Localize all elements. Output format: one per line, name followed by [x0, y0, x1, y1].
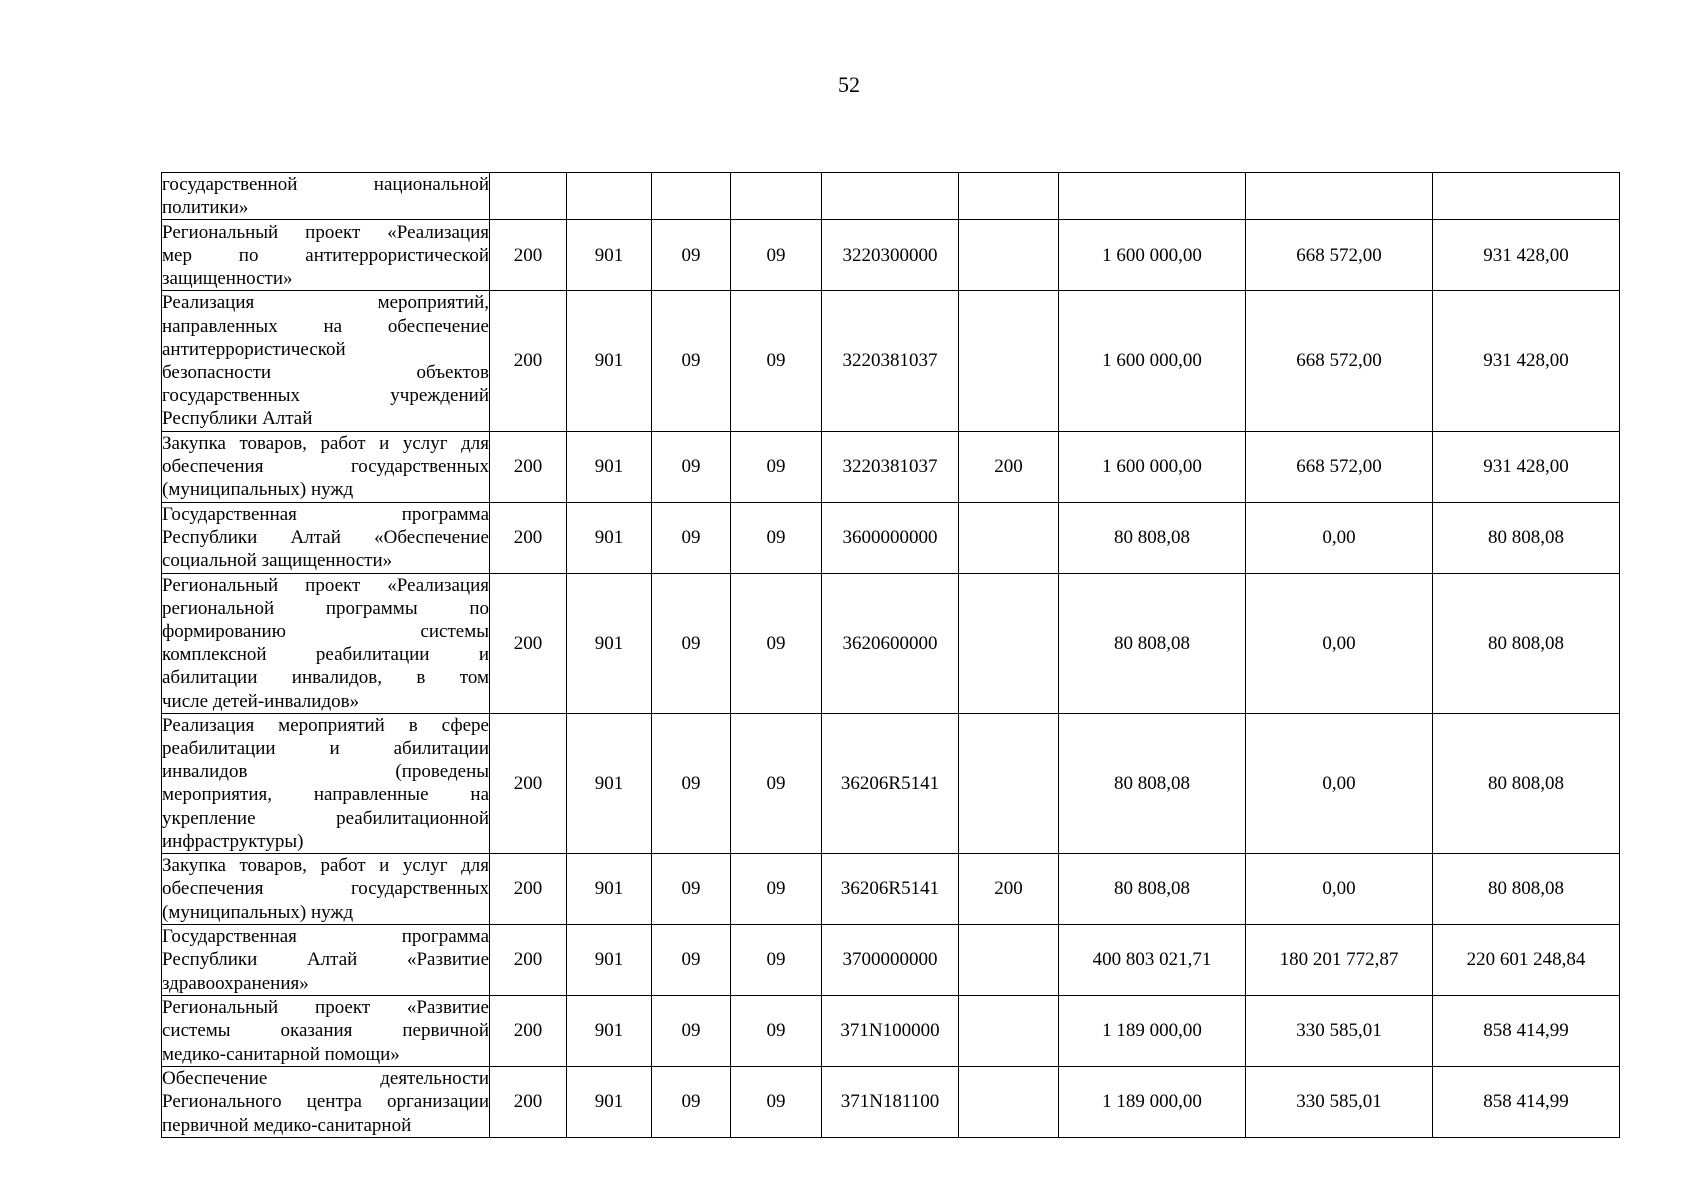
- row-description: [162, 1067, 490, 1138]
- col-amount-remainder: 80 808,08: [1433, 713, 1620, 853]
- row-description: [162, 291, 490, 431]
- table-row: [162, 996, 1620, 1067]
- col-section-code: 200: [490, 502, 567, 573]
- col-section-code: 200: [490, 713, 567, 853]
- row-description: [162, 220, 490, 291]
- col-ministry-code: 901: [567, 573, 652, 713]
- col-target-article: 371N100000: [822, 996, 959, 1067]
- col-amount-remainder: 858 414,99: [1433, 996, 1620, 1067]
- col-amount-remainder: 931 428,00: [1433, 431, 1620, 502]
- description-line: Государственная программа: [162, 926, 489, 948]
- description-line: системы оказания первичной: [162, 1020, 489, 1042]
- col-target-article: [822, 173, 959, 220]
- col-section-code: 200: [490, 996, 567, 1067]
- col-division: [731, 173, 822, 220]
- col-subsection: 09: [652, 1067, 731, 1138]
- description-line: обеспечения государственных: [162, 456, 489, 478]
- col-expense-type: [959, 220, 1059, 291]
- row-description: [162, 925, 490, 996]
- page-number: 52: [838, 72, 860, 97]
- description-line: Регионального центра организации: [162, 1091, 489, 1113]
- col-target-article: 3220300000: [822, 220, 959, 291]
- col-expense-type: [959, 996, 1059, 1067]
- col-target-article: 371N181100: [822, 1067, 959, 1138]
- col-expense-type: [959, 502, 1059, 573]
- description-line: комплексной реабилитации и: [162, 644, 489, 666]
- description-line: Реализация мероприятий в сфере: [162, 714, 489, 736]
- description-line: Республики Алтай «Развитие: [162, 949, 489, 971]
- description-line: Закупка товаров, работ и услуг для: [162, 855, 489, 877]
- col-division: 09: [731, 431, 822, 502]
- col-target-article: 36206R5141: [822, 854, 959, 925]
- description-line: социальной защищенности»: [162, 550, 393, 572]
- table-row: [162, 713, 1620, 853]
- table-row: [162, 854, 1620, 925]
- description-line: обеспечения государственных: [162, 878, 489, 900]
- col-subsection: 09: [652, 291, 731, 431]
- col-ministry-code: 901: [567, 713, 652, 853]
- col-expense-type: [959, 573, 1059, 713]
- col-amount-executed: 330 585,01: [1246, 1067, 1433, 1138]
- table-row: [162, 925, 1620, 996]
- col-amount-executed: 330 585,01: [1246, 996, 1433, 1067]
- col-target-article: 3620600000: [822, 573, 959, 713]
- col-target-article: 3220381037: [822, 431, 959, 502]
- col-expense-type: [959, 173, 1059, 220]
- col-ministry-code: 901: [567, 291, 652, 431]
- description-line: Региональный проект «Развитие: [162, 997, 489, 1019]
- col-section-code: 200: [490, 1067, 567, 1138]
- row-description: [162, 996, 490, 1067]
- col-amount-plan: 1 600 000,00: [1059, 220, 1246, 291]
- col-amount-remainder: 858 414,99: [1433, 1067, 1620, 1138]
- col-subsection: 09: [652, 431, 731, 502]
- col-division: 09: [731, 573, 822, 713]
- col-target-article: 36206R5141: [822, 713, 959, 853]
- col-expense-type: [959, 713, 1059, 853]
- table-row: [162, 173, 1620, 220]
- col-target-article: 3220381037: [822, 291, 959, 431]
- col-amount-plan: 1 600 000,00: [1059, 291, 1246, 431]
- description-line: инфраструктуры): [162, 830, 304, 852]
- col-amount-executed: 180 201 772,87: [1246, 925, 1433, 996]
- col-amount-plan: 400 803 021,71: [1059, 925, 1246, 996]
- col-amount-remainder: 80 808,08: [1433, 573, 1620, 713]
- col-section-code: 200: [490, 573, 567, 713]
- col-amount-remainder: 931 428,00: [1433, 291, 1620, 431]
- col-division: 09: [731, 502, 822, 573]
- description-line: инвалидов (проведены: [162, 761, 489, 783]
- description-line: здравоохранения»: [162, 972, 309, 994]
- row-description: [162, 173, 490, 220]
- description-line: региональной программы по: [162, 597, 489, 619]
- description-line: (муниципальных) нужд: [162, 479, 354, 501]
- col-amount-executed: [1246, 173, 1433, 220]
- col-amount-remainder: [1433, 173, 1620, 220]
- description-line: мер по антитеррористической: [162, 244, 489, 266]
- table-row: [162, 291, 1620, 431]
- table-row: [162, 573, 1620, 713]
- col-section-code: 200: [490, 925, 567, 996]
- col-subsection: 09: [652, 925, 731, 996]
- col-amount-remainder: 80 808,08: [1433, 854, 1620, 925]
- description-line: Республики Алтай: [162, 408, 313, 430]
- description-line: государственных учреждений: [162, 385, 489, 407]
- description-line: Региональный проект «Реализация: [162, 574, 489, 596]
- col-section-code: 200: [490, 291, 567, 431]
- description-line: Государственная программа: [162, 503, 489, 525]
- col-ministry-code: 901: [567, 431, 652, 502]
- col-amount-remainder: 80 808,08: [1433, 502, 1620, 573]
- col-division: 09: [731, 220, 822, 291]
- col-amount-executed: 0,00: [1246, 854, 1433, 925]
- description-line: безопасности объектов: [162, 362, 489, 384]
- col-expense-type: 200: [959, 854, 1059, 925]
- row-description: [162, 854, 490, 925]
- description-line: защищенности»: [162, 268, 293, 289]
- table-row: [162, 1067, 1620, 1138]
- description-line: направленных на обеспечение: [162, 315, 489, 337]
- col-division: 09: [731, 854, 822, 925]
- col-section-code: 200: [490, 854, 567, 925]
- col-subsection: [652, 173, 731, 220]
- col-amount-plan: [1059, 173, 1246, 220]
- col-expense-type: 200: [959, 431, 1059, 502]
- table-row: [162, 502, 1620, 573]
- col-target-article: 3600000000: [822, 502, 959, 573]
- col-amount-executed: 0,00: [1246, 713, 1433, 853]
- table-body: [162, 173, 1620, 1138]
- col-ministry-code: 901: [567, 220, 652, 291]
- description-line: Республики Алтай «Обеспечение: [162, 527, 489, 549]
- description-line: Реализация мероприятий,: [162, 292, 489, 314]
- col-amount-executed: 0,00: [1246, 573, 1433, 713]
- col-division: 09: [731, 1067, 822, 1138]
- description-line: Обеспечение деятельности: [162, 1068, 489, 1090]
- description-line: укрепление реабилитационной: [162, 807, 489, 829]
- col-ministry-code: 901: [567, 854, 652, 925]
- description-line: реабилитации и абилитации: [162, 738, 489, 760]
- col-subsection: 09: [652, 854, 731, 925]
- col-section-code: [490, 173, 567, 220]
- col-division: 09: [731, 713, 822, 853]
- col-amount-executed: 0,00: [1246, 502, 1433, 573]
- col-amount-plan: 1 189 000,00: [1059, 996, 1246, 1067]
- col-ministry-code: 901: [567, 925, 652, 996]
- col-amount-executed: 668 572,00: [1246, 431, 1433, 502]
- col-subsection: 09: [652, 573, 731, 713]
- col-ministry-code: 901: [567, 502, 652, 573]
- col-amount-plan: 1 600 000,00: [1059, 431, 1246, 502]
- col-subsection: 09: [652, 220, 731, 291]
- col-section-code: 200: [490, 431, 567, 502]
- col-subsection: 09: [652, 996, 731, 1067]
- description-line: (муниципальных) нужд: [162, 901, 354, 923]
- budget-table: [161, 172, 1620, 1138]
- col-amount-plan: 80 808,08: [1059, 854, 1246, 925]
- table-row: [162, 220, 1620, 291]
- col-subsection: 09: [652, 502, 731, 573]
- row-description: [162, 713, 490, 853]
- description-line: абилитации инвалидов, в том: [162, 667, 489, 689]
- col-ministry-code: 901: [567, 1067, 652, 1138]
- description-line: медико-санитарной помощи»: [162, 1043, 400, 1065]
- col-ministry-code: 901: [567, 996, 652, 1067]
- row-description: [162, 431, 490, 502]
- description-line: политики»: [162, 197, 249, 219]
- col-expense-type: [959, 291, 1059, 431]
- row-description: [162, 573, 490, 713]
- col-expense-type: [959, 925, 1059, 996]
- description-line: антитеррористической: [162, 338, 346, 360]
- col-amount-plan: 80 808,08: [1059, 502, 1246, 573]
- description-line: первичной медико-санитарной: [162, 1114, 412, 1136]
- description-line: Закупка товаров, работ и услуг для: [162, 432, 489, 454]
- col-division: 09: [731, 996, 822, 1067]
- col-subsection: 09: [652, 713, 731, 853]
- col-amount-executed: 668 572,00: [1246, 291, 1433, 431]
- col-section-code: 200: [490, 220, 567, 291]
- description-line: государственной национальной: [162, 174, 489, 195]
- col-division: 09: [731, 925, 822, 996]
- col-target-article: 3700000000: [822, 925, 959, 996]
- col-ministry-code: [567, 173, 652, 220]
- col-amount-plan: 1 189 000,00: [1059, 1067, 1246, 1138]
- description-line: формированию системы: [162, 621, 489, 643]
- row-description: [162, 502, 490, 573]
- col-amount-plan: 80 808,08: [1059, 713, 1246, 853]
- col-division: 09: [731, 291, 822, 431]
- col-expense-type: [959, 1067, 1059, 1138]
- description-line: мероприятия, направленные на: [162, 784, 489, 806]
- col-amount-plan: 80 808,08: [1059, 573, 1246, 713]
- description-line: числе детей-инвалидов»: [162, 690, 360, 712]
- col-amount-remainder: 220 601 248,84: [1433, 925, 1620, 996]
- description-line: Региональный проект «Реализация: [162, 221, 489, 243]
- table-row: [162, 431, 1620, 502]
- col-amount-executed: 668 572,00: [1246, 220, 1433, 291]
- col-amount-remainder: 931 428,00: [1433, 220, 1620, 291]
